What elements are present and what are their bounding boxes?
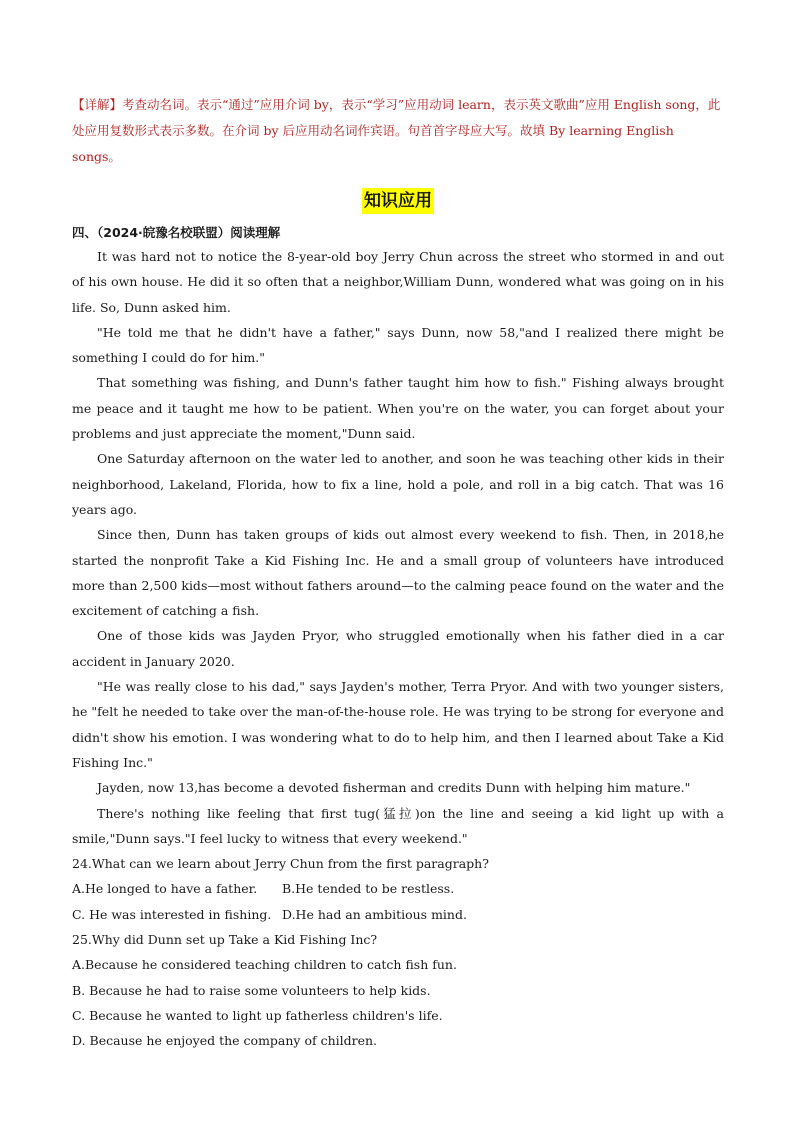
question-25 bbox=[72, 927, 724, 1053]
option-24-a: A.He longed to have a father. bbox=[72, 881, 258, 897]
option-25-a: A.Because he considered teaching children to catch fish fun. bbox=[72, 957, 457, 973]
passage-paragraph-5: Since then, Dunn has taken groups of kids out almost every weekend to fish. Then, in 2018,he started the nonprofit Take a Kid Fishing Inc. He and a small group of volunteers have introduced more than 2,500 kids—most without fathers around—to the calming peace found on the water and the excitement of catching a fish. bbox=[72, 527, 724, 619]
document-page bbox=[72, 92, 724, 1054]
section-title: 知识应用 bbox=[362, 188, 434, 214]
option-24-d: D.He had an ambitious mind. bbox=[282, 906, 467, 922]
question-heading: 四、（2024·皖豫名校联盟）阅读理解 bbox=[72, 225, 281, 240]
question-24 bbox=[72, 851, 724, 927]
passage-paragraph-6: One of those kids was Jayden Pryor, who struggled emotionally when his father died in a car accident in January 2020. bbox=[72, 628, 724, 669]
passage-paragraph-8: Jayden, now 13,has become a devoted fisherman and credits Dunn with helping him mature." bbox=[97, 780, 691, 796]
question-24-options-row-1 bbox=[72, 876, 724, 901]
passage-paragraph-2: "He told me that he didn't have a father," says Dunn, now 58,"and I realized there might be something I could do for him." bbox=[72, 324, 724, 366]
option-25-b: B. Because he had to raise some volunteers to help kids. bbox=[72, 982, 431, 998]
passage-paragraph-9: There's nothing like feeling that first tug(猛拉)on the line and seeing a kid light up with a smile,"Dunn says."I feel lucky to witness that every weekend." bbox=[72, 805, 724, 846]
option-25-d: D. Because he enjoyed the company of children. bbox=[72, 1033, 378, 1049]
reading-passage bbox=[72, 244, 724, 851]
question-25-stem: 25.Why did Dunn set up Take a Kid Fishing Inc? bbox=[72, 932, 378, 948]
passage-paragraph-4: One Saturday afternoon on the water led to another, and soon he was teaching other kids in their neighborhood, Lakeland, Florida, how to fix a line, hold a pole, and roll in a big catch. That was 16 years ago. bbox=[72, 451, 724, 517]
option-25-c: C. Because he wanted to light up fatherless children's life. bbox=[72, 1007, 443, 1023]
section-header bbox=[72, 188, 724, 222]
passage-paragraph-3: That something was fishing, and Dunn's father taught him how to fish." Fishing always brought me peace and it taught me how to be patient. When you're on the water, you can forget about your problems and just appreciate the moment,"Dunn said. bbox=[72, 375, 724, 442]
answer-explanation: 【详解】考查动名词。表示“通过”应用介词 by，表示“学习”应用动词 learn，表示英文歌曲”应用 English song，此处应用复数形式表示多数。在介词 by 后应用动名词作宾语。句首首字母应大写。故填 By learning English songs。 bbox=[72, 97, 721, 164]
option-24-c: C. He was interested in fishing. bbox=[72, 906, 272, 922]
question-24-stem: 24.What can we learn about Jerry Chun from the first paragraph? bbox=[72, 856, 489, 872]
option-24-b: B.He tended to be restless. bbox=[282, 881, 455, 897]
question-24-options-row-2 bbox=[72, 902, 724, 927]
passage-paragraph-1: It was hard not to notice the 8-year-old boy Jerry Chun across the street who stormed in and out of his own house. He did it so often that a neighbor,William Dunn, wondered what was going on in his life. So, Dunn asked him. bbox=[72, 249, 724, 315]
passage-paragraph-7: "He was really close to his dad," says Jayden's mother, Terra Pryor. And with two younger sisters, he "felt he needed to take over the man-of-the-house role. He was trying to be strong for everyone and didn't show his emotion. I was wondering what to do to help him, and then I learned about Take a Kid Fishing Inc." bbox=[72, 679, 724, 770]
